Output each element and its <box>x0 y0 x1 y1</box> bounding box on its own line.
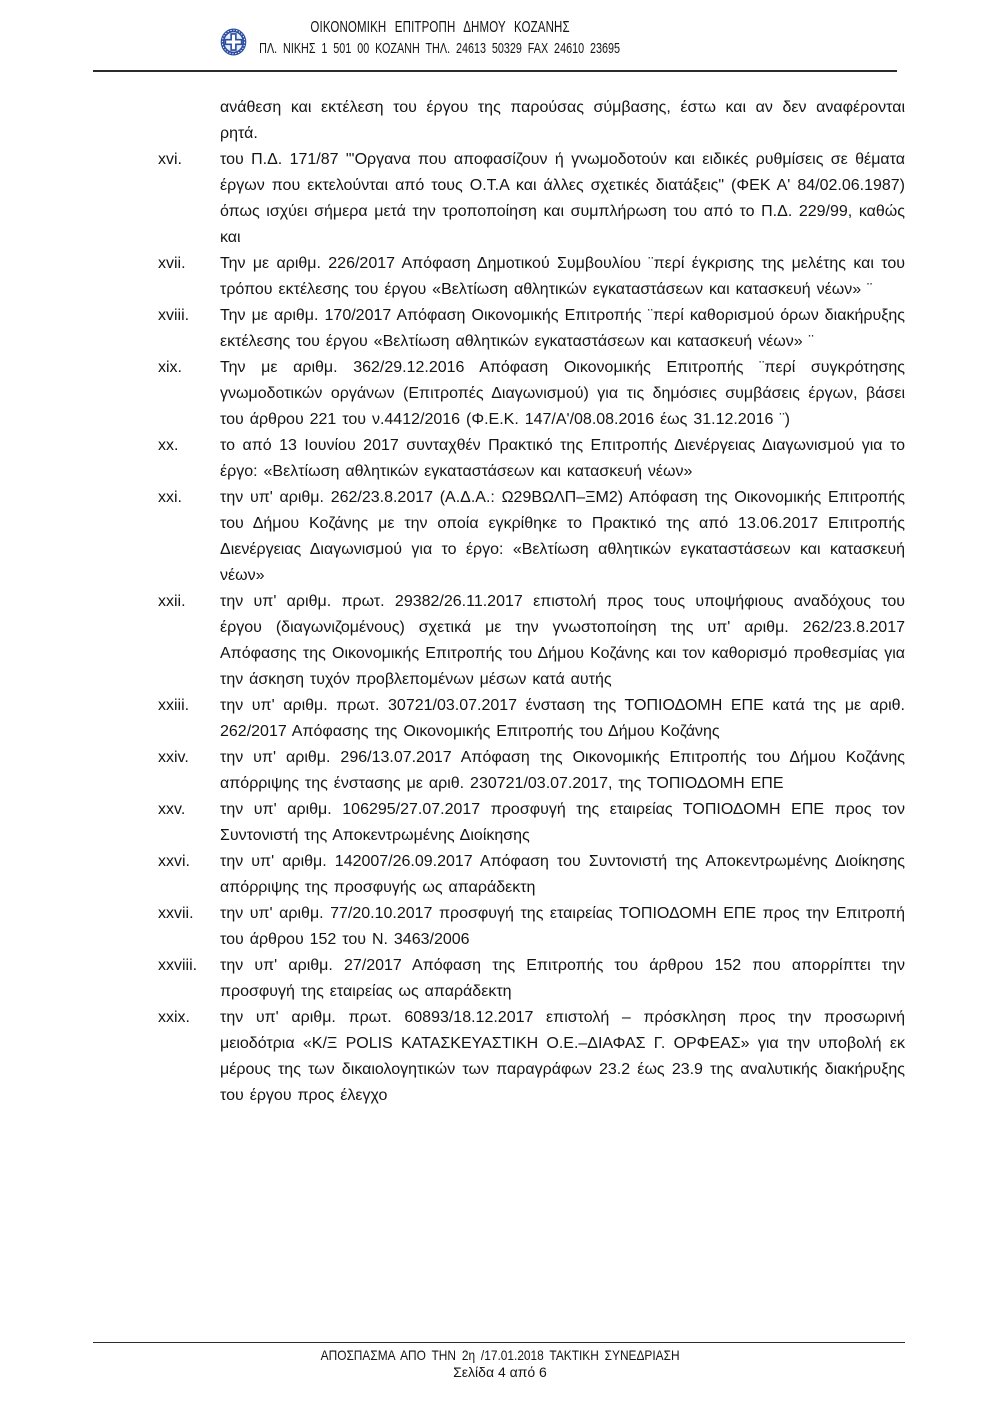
list-item <box>158 355 905 433</box>
paragraph-continuation: ανάθεση και εκτέλεση του έργου της παρούσας σύμβασης, έστω και αν δεν αναφέρονται ρητά. <box>220 99 905 142</box>
list-item-text: την υπ' αριθμ. 296/13.07.2017 Απόφαση της Οικονομικής Επιτροπής του Δήμου Κοζάνης απόρριψης της ένστασης με αριθ. 230721/03.07.2017, της ΤΟΠΙΟΔΟΜΗ ΕΠΕ <box>220 749 905 792</box>
list-item-number: xxix. <box>158 1009 190 1026</box>
list-item-number: xxiv. <box>158 749 189 766</box>
document-header <box>95 19 785 57</box>
list-item <box>158 1005 905 1109</box>
list-item-number: xxvi. <box>158 853 190 870</box>
list-item <box>158 303 905 355</box>
header-org-name: ΟΙΚΟΝΟΜΙΚΗ ΕΠΙΤΡΟΠΗ ΔΗΜΟΥ ΚΟΖΑΝΗΣ <box>310 19 570 36</box>
header-divider <box>93 70 897 72</box>
list-item-text: την υπ' αριθμ. 142007/26.09.2017 Απόφαση του Συντονιστή της Αποκεντρωμένης Διοίκησης απόρριψης της προσφυγής ως απαράδεκτη <box>220 853 905 896</box>
list-item-number: xxvii. <box>158 905 194 922</box>
list-item-text: Την με αριθμ. 170/2017 Απόφαση Οικονομικής Επιτροπής ¨περί καθορισμού όρων διακήρυξης εκτέλεσης του έργου «Βελτίωση αθλητικών εγκαταστάσεων και κατασκευή νέων» ¨ <box>220 307 905 350</box>
list-item <box>158 485 905 589</box>
list-item-text: Την με αριθμ. 226/2017 Απόφαση Δημοτικού Συμβουλίου ¨περί έγκρισης της μελέτης και του τρόπου εκτέλεσης του έργου «Βελτίωση αθλητικών εγκαταστάσεων και κατασκευή νέων» ¨ <box>220 255 905 298</box>
list-item-number: xxv. <box>158 801 186 818</box>
list-item-number: xix. <box>158 359 182 376</box>
list-item-text: του Π.Δ. 171/87 "'Οργανα που αποφασίζουν ή γνωμοδοτούν και ειδικές ρυθμίσεις σε θέματα έργων που εκτελούνται από τους Ο.Τ.Α και άλλες σχετικές διατάξεις" (ΦΕΚ Α' 84/02.06.1987) όπως ισχύει σήμερα μετά την τροποποίηση και συμπλήρωση του από το Π.Δ. 229/99, καθώς και <box>220 151 905 246</box>
list-item-number: xxi. <box>158 489 182 506</box>
list-item-text: την υπ' αριθμ. 106295/27.07.2017 προσφυγή της εταιρείας ΤΟΠΙΟΔΟΜΗ ΕΠΕ προς τον Συντονιστή της Αποκεντρωμένης Διοίκησης <box>220 801 905 844</box>
list-item <box>158 251 905 303</box>
list-item-text: το από 13 Ιουνίου 2017 συνταχθέν Πρακτικό της Επιτροπής Διενέργειας Διαγωνισμού για το έργο: «Βελτίωση αθλητικών εγκαταστάσεων και κατασκευή νέων» <box>220 437 905 480</box>
list-item <box>158 849 905 901</box>
list-item-text: την υπ' αριθμ. 262/23.8.2017 (Α.Δ.Α.: Ω29ΒΩΛΠ–ΞΜ2) Απόφαση της Οικονομικής Επιτροπής του Δήμου Κοζάνης με την οποία εγκρίθηκε το Πρακτικό της από 13.06.2017 Επιτροπής Διενέργειας Διαγωνισμού για το έργο: «Βελτίωση αθλητικών εγκαταστάσεων και κατασκευή νέων» <box>220 489 905 584</box>
list-item <box>158 745 905 797</box>
list-item <box>158 433 905 485</box>
list-item-text: Την με αριθμ. 362/29.12.2016 Απόφαση Οικονομικής Επιτροπής ¨περί συγκρότησης γνωμοδοτικών οργάνων (Επιτροπές Διαγωνισμού) για τις δημόσιες συμβάσεις έργων, βάσει του άρθρου 221 του ν.4412/2016 (Φ.Ε.Κ. 147/Α'/08.08.2016 έως 31.12.2016 ¨) <box>220 359 905 428</box>
header-address-line: ΠΛ. ΝΙΚΗΣ 1 501 00 ΚΟΖΑΝΗ ΤΗΛ. 24613 50329 FAX 24610 23695 <box>259 40 621 57</box>
list-item-number: xvi. <box>158 151 182 168</box>
list-item <box>158 901 905 953</box>
list-item-number: xxviii. <box>158 957 198 974</box>
list-item <box>158 693 905 745</box>
list-item-text: την υπ' αριθμ. 77/20.10.2017 προσφυγή της εταιρείας ΤΟΠΙΟΔΟΜΗ ΕΠΕ προς την Επιτροπή του άρθρου 152 του Ν. 3463/2006 <box>220 905 905 948</box>
list-item <box>158 797 905 849</box>
footer-divider <box>93 1342 905 1343</box>
list-item-number: xx. <box>158 437 179 454</box>
footer-session-line <box>0 1347 1000 1363</box>
list-item-text: την υπ' αριθμ. πρωτ. 60893/18.12.2017 επιστολή – πρόσκληση προς την προσωρινή μειοδότρια «Κ/Ξ POLIS ΚΑΤΑΣΚΕΥΑΣΤΙΚΗ Ο.Ε.–ΔΙΑΦΑΣ Γ. ΟΡΦΕΑΣ» για την υποβολή εκ μέρους της των δικαιολογητικών των παραγράφων 23.2 έως 23.9 της αναλυτικής διακήρυξης του έργου προς έλεγχο <box>220 1009 905 1104</box>
list-item-number: xxiii. <box>158 697 190 714</box>
list-item <box>158 147 905 251</box>
list-item-number: xvii. <box>158 255 186 272</box>
list-item <box>158 589 905 693</box>
footer-page-number: Σελίδα 4 από 6 <box>453 1364 547 1380</box>
list-item-text: την υπ' αριθμ. πρωτ. 30721/03.07.2017 ένσταση της ΤΟΠΙΟΔΟΜΗ ΕΠΕ κατά της με αριθ. 262/2017 Απόφασης της Οικονομικής Επιτροπής του Δήμου Κοζάνης <box>220 697 905 740</box>
list-item-number: xviii. <box>158 307 190 324</box>
document-body <box>158 95 905 1109</box>
list-item-text: την υπ' αριθμ. 27/2017 Απόφαση της Επιτροπής του άρθρου 152 που απορρίπτει την προσφυγή της εταιρείας ως απαράδεκτη <box>220 957 905 1000</box>
list-item-number: xxii. <box>158 593 186 610</box>
list-item-text: την υπ' αριθμ. πρωτ. 29382/26.11.2017 επιστολή προς τους υποψήφιους αναδόχους του έργου (διαγωνιζομένους) σχετικά με την γνωστοποίηση της υπ' αριθμ. 262/23.8.2017 Απόφασης της Οικονομικής Επιτροπής του Δήμου Κοζάνης και τον καθορισμό προθεσμίας για την άσκηση τυχόν προβλεπομένων μέσων κατά αυτής <box>220 593 905 688</box>
list-item <box>158 953 905 1005</box>
footer-session-text: ΑΠΟΣΠΑΣΜΑ ΑΠΟ ΤΗΝ 2η /17.01.2018 ΤΑΚΤΙΚΗ ΣΥΝΕΔΡΙΑΣΗ <box>320 1347 680 1363</box>
